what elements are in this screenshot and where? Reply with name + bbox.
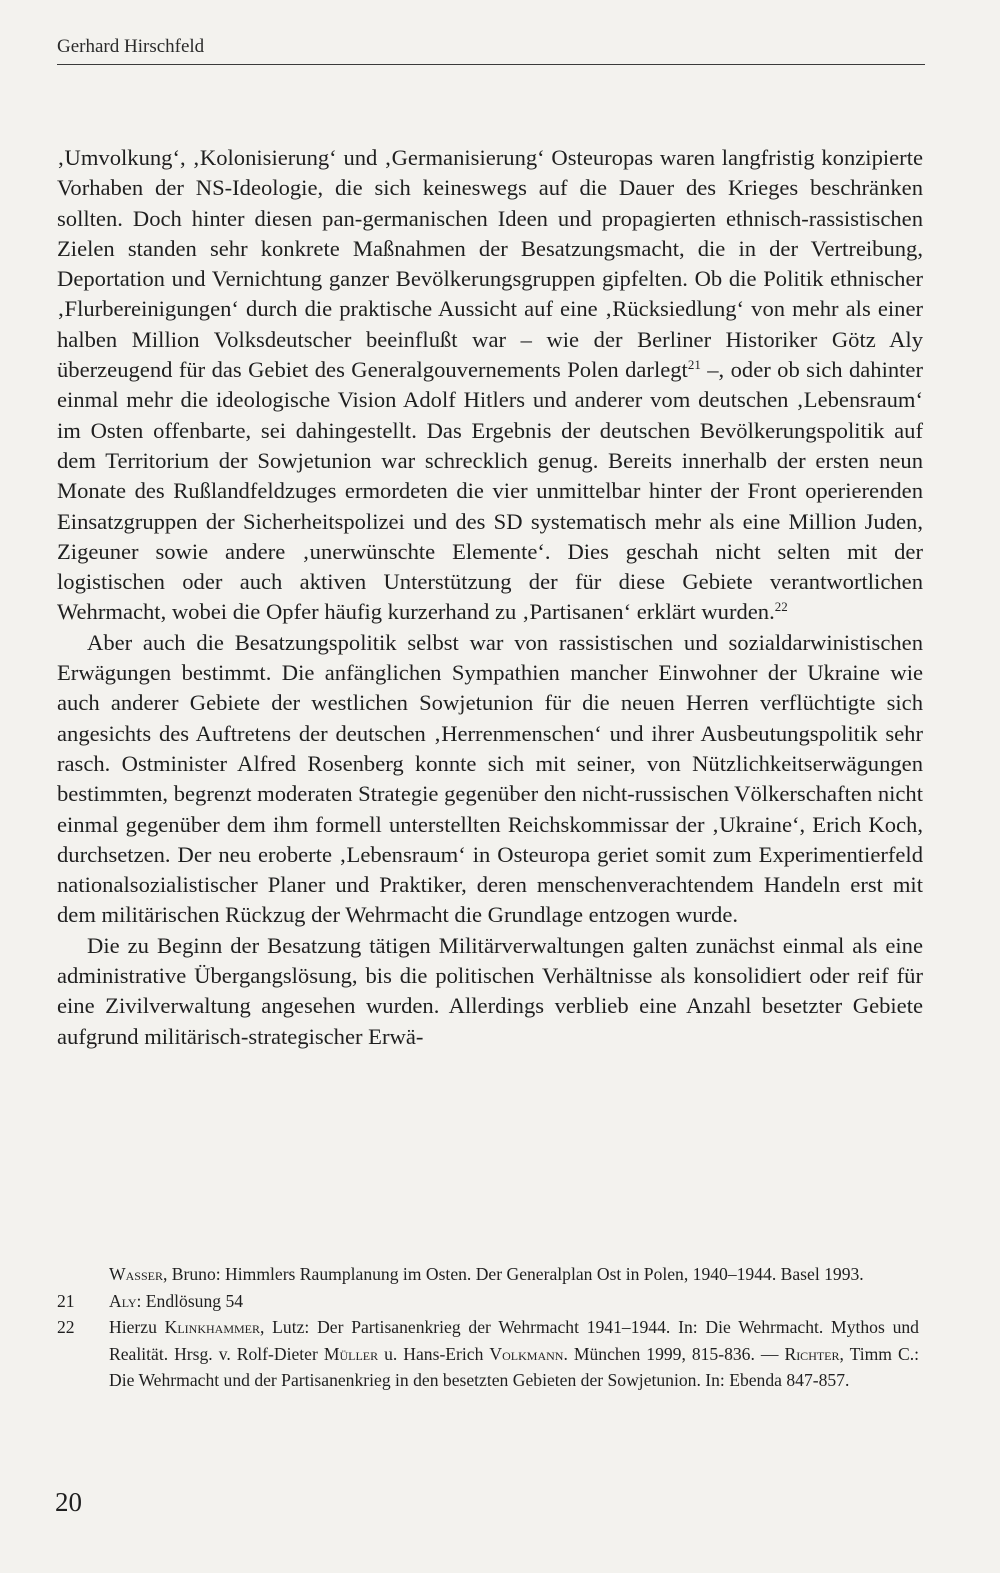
footnote-author: Müller [323, 1343, 379, 1364]
footnote-22: 22 Hierzu Klinkhammer, Lutz: Der Partisanenkrieg der Wehrmacht 1941–1944. In: Die Wehrmacht. Mythos und Realität. Hrsg. v. Rolf-Dieter Müller u. Hans-Erich Volkmann. München 1999, 815-836. — Richter, Timm C.: Die Wehrmacht und der Partisanenkrieg in den besetzten Gebieten der Sowjetunion. In: Ebenda 847-857. [57, 1314, 919, 1394]
paragraph-1 [57, 143, 923, 628]
page-number: 20 [55, 1487, 82, 1517]
paragraph-2: Aber auch die Besatzungspolitik selbst war von rassistischen und sozialdarwinistischen Erwägungen bestimmt. Die anfänglichen Sympathien mancher Einwohner der Ukraine wie auch anderer Gebiete der westlichen Sowjetunion für die neuen Herren verflüchtigte sich angesichts des Auftretens der deutschen ‚Herrenmenschen‘ und ihrer Ausbeutungspolitik sehr rasch. Ostminister Alfred Rosenberg konnte sich mit seiner, von Nützlichkeitserwägungen bestimmten, begrenzt moderaten Strategie gegenüber den nicht-russischen Völkerschaften nicht einmal gegenüber dem ihm formell unterstellten Reichskommissar der ‚Ukraine‘, Erich Koch, durchsetzen. Der neu eroberte ‚Lebensraum‘ in Osteuropa geriet somit zum Experimentierfeld nationalsozialistischer Planer und Praktiker, deren menschenverachtendem Handeln erst mit dem militärischen Rückzug der Wehrmacht die Grundlage entzogen wurde. [57, 629, 924, 928]
footnote-ref-22: 22 [774, 599, 788, 615]
footnotes [57, 1261, 919, 1394]
paragraph-3: Die zu Beginn der Besatzung tätigen Militärverwaltungen galten zunächst einmal als eine administrative Übergangslösung, bis die politischen Verhältnisse als konsolidiert oder reif für eine Zivilverwaltung angesehen wurden. Allerdings verblieb eine Anzahl besetzter Gebiete aufgrund militärisch-strategischer Erwä- [57, 932, 923, 1049]
footnote-author: Wasser [109, 1264, 163, 1284]
running-header [57, 36, 925, 65]
main-text [57, 143, 923, 1052]
footnote-21: 21 Aly: Endlösung 54 [57, 1288, 919, 1315]
footnote-author: Volkmann [489, 1343, 564, 1364]
footnote-author: Aly [109, 1290, 137, 1311]
footnote-number: 21 [57, 1290, 75, 1311]
footnote-continued: Wasser, Bruno: Himmlers Raumplanung im Osten. Der Generalplan Ost in Polen, 1940–1944. Basel 1993. [109, 1264, 864, 1284]
footnote-author: Klinkhammer [164, 1317, 261, 1337]
running-title: Gerhard Hirschfeld [57, 36, 205, 57]
footnote-ref-21: 21 [687, 357, 701, 373]
footnote-author: Richter [784, 1343, 840, 1364]
paragraph-1-part-a: ‚Umvolkung‘, ‚Kolonisierung‘ und ‚Germanisierung‘ Osteuropas waren langfristig konzipierte Vorhaben der NS-Ideologie, die sich keineswegs auf die Dauer des Krieges beschränken sollten. Doch hinter diesen pan-germanischen Ideen und propagierten ethnisch-rassistischen Zielen standen sehr konkrete Maßnahmen der Besatzungsmacht, die in der Vertreibung, Deportation und Vernichtung ganzer Bevölkerungsgruppen gipfelten. Ob die Politik ethnischer ‚Flurbereinigungen‘ durch die praktische Aussicht auf eine ‚Rücksiedlung‘ von mehr als einer halben Million Volksdeutscher beeinflußt war – wie der Berliner Historiker Götz Aly überzeugend für das Gebiet des Generalgouvernements Polen darlegt [57, 145, 923, 383]
footnote-number: 22 [57, 1317, 75, 1337]
paragraph-1-part-b: –, oder ob sich dahinter einmal mehr die ideologische Vision Adolf Hitlers und anderer vom deutschen ‚Lebensraum‘ im Osten offenbarte, sei dahingestellt. Das Ergebnis der deutschen Bevölkerungspolitik auf dem Territorium der Sowjetunion war schrecklich genug. Bereits innerhalb der ersten neun Monate des Rußlandfeldzuges ermordeten die vier unmittelbar hinter der Front operierenden Einsatzgruppen der Sicherheitspolizei und des SD systematisch mehr als eine Million Juden, Zigeuner sowie andere ‚unerwünschte Elemente‘. Dies geschah nicht selten mit der logistischen oder auch aktiven Unterstützung der für diese Gebiete verantwortlichen Wehrmacht, wobei die Opfer häufig kurzerhand zu ‚Partisanen‘ erklärt wurden. [57, 357, 923, 625]
